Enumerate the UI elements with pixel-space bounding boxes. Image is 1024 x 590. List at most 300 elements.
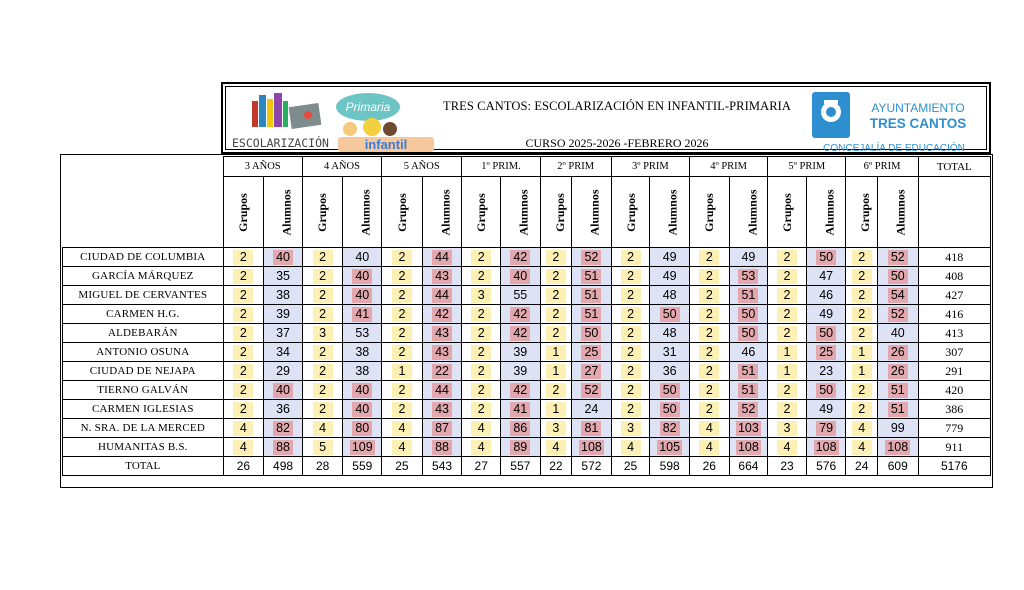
students-value: 52 [888,307,908,322]
students-cell [650,419,690,438]
groups-cell [768,305,807,324]
groups-cell [223,305,264,324]
students-cell [729,305,768,324]
groups-value: 2 [233,364,253,379]
students-value: 86 [510,421,530,436]
students-value: 49 [662,249,677,264]
students-value: 44 [432,288,452,303]
groups-value: 2 [699,326,719,341]
students-cell [343,419,382,438]
students-cell [572,324,612,343]
students-cell [806,381,846,400]
groups-value: 2 [699,345,719,360]
students-cell [806,248,846,267]
groups-cell [768,248,807,267]
groups-value: 2 [233,250,253,265]
students-cell [264,267,303,286]
students-cell [572,419,612,438]
students-value: 49 [819,401,834,416]
groups-column-header [302,177,343,248]
groups-cell [302,305,343,324]
groups-cell [462,343,501,362]
students-cell [650,324,690,343]
students-value: 108 [581,439,602,454]
groups-value: 4 [233,440,253,455]
groups-cell [611,419,650,438]
totals-row [63,457,991,476]
svg-text:Primaria: Primaria [345,100,391,114]
groups-column-header [223,177,264,248]
school-total: 911 [918,438,990,457]
groups-value: 4 [471,440,491,455]
groups-cell [611,381,650,400]
students-cell [877,286,918,305]
students-value: 35 [276,268,290,283]
groups-value: 2 [699,307,719,322]
students-value: 50 [738,326,758,341]
students-value: 40 [890,325,905,340]
students-value: 42 [510,250,530,265]
students-cell [729,362,768,381]
total-groups-cell: 23 [768,457,807,476]
groups-label: Grupos [474,193,489,232]
groups-cell [462,438,501,457]
students-cell [806,400,846,419]
groups-column-header [540,177,572,248]
groups-cell [689,267,729,286]
students-value: 36 [662,363,677,378]
groups-value: 2 [392,269,412,284]
students-value: 25 [816,345,836,360]
students-value: 52 [888,250,908,265]
students-value: 38 [355,344,370,359]
groups-value: 2 [852,250,872,265]
groups-cell [462,381,501,400]
students-value: 47 [819,268,834,283]
groups-cell [846,305,878,324]
students-value: 41 [510,402,530,417]
students-cell [572,248,612,267]
total-students-cell: 576 [806,457,846,476]
students-value: 49 [819,306,834,321]
students-column-header [877,177,918,248]
groups-cell [302,438,343,457]
groups-value: 4 [777,440,797,455]
students-cell [650,400,690,419]
students-value: 52 [581,383,601,398]
groups-cell [302,324,343,343]
groups-cell [462,400,501,419]
students-cell [264,286,303,305]
total-groups-cell: 24 [846,457,878,476]
school-total: 408 [918,267,990,286]
students-value: 39 [513,363,528,378]
students-cell [422,324,462,343]
students-cell [343,324,382,343]
students-cell [650,286,690,305]
groups-value: 2 [699,383,719,398]
students-value: 27 [581,364,601,379]
students-cell [877,248,918,267]
students-value: 50 [888,269,908,284]
groups-cell [768,324,807,343]
students-cell [572,286,612,305]
students-cell [343,438,382,457]
students-cell [343,362,382,381]
groups-value: 3 [546,421,566,436]
students-value: 50 [581,326,601,341]
groups-value: 1 [852,345,872,360]
total-students-cell: 664 [729,457,768,476]
students-value: 88 [432,440,452,455]
students-column-header [264,177,303,248]
students-cell [877,267,918,286]
groups-value: 4 [392,421,412,436]
groups-label: Grupos [701,193,716,232]
students-value: 50 [816,326,836,341]
students-value: 48 [662,287,677,302]
students-cell [501,343,541,362]
total-groups-cell: 26 [689,457,729,476]
students-value: 22 [432,364,452,379]
groups-cell [689,343,729,362]
groups-value: 2 [313,402,333,417]
groups-cell [302,248,343,267]
groups-cell [302,419,343,438]
totals-label: TOTAL [63,457,224,476]
groups-cell [689,248,729,267]
students-value: 50 [660,307,680,322]
students-value: 52 [738,402,758,417]
students-value: 43 [432,402,452,417]
grade-4-anos: 4 AÑOS [302,157,381,177]
page-subtitle: CURSO 2025-2026 -FEBRERO 2026 [525,136,709,150]
students-cell [729,438,768,457]
students-value: 43 [432,326,452,341]
students-value: 41 [352,307,372,322]
students-label: Alumnos [822,189,837,236]
students-column-header [572,177,612,248]
total-groups-cell: 22 [540,457,572,476]
table-row [63,381,991,400]
groups-cell [611,324,650,343]
students-value: 44 [432,250,452,265]
students-cell [264,362,303,381]
groups-cell [846,324,878,343]
students-value: 49 [662,268,677,283]
groups-value: 2 [777,326,797,341]
students-cell [650,267,690,286]
groups-value: 2 [777,307,797,322]
groups-cell [689,400,729,419]
groups-value: 2 [699,288,719,303]
students-cell [650,438,690,457]
students-value: 50 [816,250,836,265]
students-column-header [343,177,382,248]
groups-value: 2 [852,307,872,322]
students-label: Alumnos [745,189,760,236]
ayuntamiento-logo [806,90,982,156]
school-name: TIERNO GALVÁN [63,381,224,400]
table-row [63,286,991,305]
groups-cell [689,438,729,457]
students-value: 80 [352,421,372,436]
total-students-cell: 559 [343,457,382,476]
groups-value: 1 [546,345,566,360]
students-cell [422,305,462,324]
students-value: 87 [432,421,452,436]
groups-value: 3 [777,421,797,436]
groups-column-header [462,177,501,248]
students-label: Alumnos [665,189,680,236]
groups-label: Grupos [780,193,795,232]
groups-cell [382,381,423,400]
groups-value: 2 [621,326,641,341]
table-row [63,267,991,286]
students-value: 40 [352,402,372,417]
students-value: 40 [352,269,372,284]
students-value: 48 [662,325,677,340]
groups-value: 2 [699,269,719,284]
students-column-header [422,177,462,248]
groups-value: 2 [471,307,491,322]
students-value: 99 [890,420,905,435]
groups-value: 2 [621,364,641,379]
groups-label: Grupos [623,193,638,232]
students-cell [501,438,541,457]
school-name: MIGUEL DE CERVANTES [63,286,224,305]
students-value: 50 [660,383,680,398]
students-cell [422,400,462,419]
schools-table [62,156,991,476]
groups-value: 3 [471,288,491,303]
students-cell [422,286,462,305]
groups-cell [302,400,343,419]
grade-2-prim: 2º PRIM [540,157,611,177]
groups-value: 2 [471,326,491,341]
groups-value: 2 [621,383,641,398]
groups-cell [846,381,878,400]
groups-cell [846,362,878,381]
groups-value: 2 [699,364,719,379]
groups-cell [768,267,807,286]
groups-value: 2 [546,307,566,322]
groups-value: 2 [313,383,333,398]
students-cell [650,362,690,381]
students-cell [501,305,541,324]
students-cell [729,286,768,305]
groups-cell [540,305,572,324]
students-cell [729,343,768,362]
groups-cell [540,381,572,400]
groups-value: 1 [852,364,872,379]
school-name: N. SRA. DE LA MERCED [63,419,224,438]
groups-value: 2 [777,250,797,265]
school-total: 291 [918,362,990,381]
groups-column-header [382,177,423,248]
groups-cell [689,305,729,324]
students-value: 38 [355,363,370,378]
students-cell [650,343,690,362]
students-label: Alumnos [358,189,373,236]
groups-cell [382,267,423,286]
groups-cell [462,324,501,343]
students-value: 40 [355,249,370,264]
groups-cell [382,400,423,419]
students-cell [422,362,462,381]
students-cell [650,248,690,267]
students-cell [422,248,462,267]
groups-label: Grupos [858,193,873,232]
table-row [63,248,991,267]
students-value: 82 [660,421,680,436]
students-value: 53 [738,269,758,284]
students-cell [806,267,846,286]
students-label: Alumnos [279,189,294,236]
students-value: 53 [355,325,370,340]
students-cell [729,324,768,343]
svg-text:TRES CANTOS: TRES CANTOS [869,116,967,131]
groups-value: 2 [471,250,491,265]
groups-cell [540,419,572,438]
groups-cell [302,381,343,400]
groups-cell [846,419,878,438]
students-cell [572,267,612,286]
students-cell [572,362,612,381]
students-cell [264,381,303,400]
students-cell [806,419,846,438]
students-value: 51 [738,383,758,398]
students-value: 51 [888,402,908,417]
groups-value: 2 [621,402,641,417]
groups-cell [223,324,264,343]
school-name: CIUDAD DE COLUMBIA [63,248,224,267]
students-value: 51 [581,269,601,284]
students-cell [729,267,768,286]
svg-text:AYUNTAMIENTO: AYUNTAMIENTO [871,101,965,115]
groups-value: 2 [471,402,491,417]
students-value: 42 [510,307,530,322]
students-cell [877,362,918,381]
students-value: 46 [819,287,834,302]
groups-value: 2 [471,345,491,360]
students-value: 25 [581,345,601,360]
table-row [63,362,991,381]
groups-value: 2 [233,288,253,303]
students-cell [729,381,768,400]
students-cell [572,438,612,457]
total-students-cell: 609 [877,457,918,476]
groups-value: 2 [471,364,491,379]
total-students-cell: 572 [572,457,612,476]
groups-cell [689,419,729,438]
groups-value: 4 [546,440,566,455]
header-inner-border [225,86,987,154]
groups-value: 1 [777,345,797,360]
grade-5-prim: 5º PRIM [768,157,846,177]
students-value: 89 [510,440,530,455]
groups-cell [689,381,729,400]
groups-value: 2 [313,288,333,303]
groups-value: 2 [233,307,253,322]
groups-value: 2 [777,269,797,284]
students-value: 109 [351,439,373,454]
students-cell [572,400,612,419]
groups-value: 2 [313,345,333,360]
students-cell [806,343,846,362]
students-cell [806,324,846,343]
groups-value: 2 [233,269,253,284]
groups-cell [846,248,878,267]
students-column-header [501,177,541,248]
table-row [63,305,991,324]
students-cell [501,419,541,438]
grade-3-anos: 3 AÑOS [223,157,302,177]
groups-value: 2 [546,326,566,341]
groups-value: 4 [852,421,872,436]
groups-value: 1 [777,364,797,379]
groups-value: 4 [621,440,641,455]
students-value: 108 [737,439,759,454]
page-title: TRES CANTOS: ESCOLARIZACIÓN EN INFANTIL-PRIMARIA [442,99,792,113]
svg-text:infantil: infantil [364,137,408,152]
svg-text:CONCEJALÍA DE EDUCACIÓN: CONCEJALÍA DE EDUCACIÓN [823,143,965,154]
students-cell [501,324,541,343]
groups-value: 4 [233,421,253,436]
students-label: Alumnos [438,189,453,236]
groups-column-header [611,177,650,248]
students-cell [422,419,462,438]
students-cell [806,438,846,457]
school-total: 386 [918,400,990,419]
groups-value: 2 [852,288,872,303]
students-cell [343,400,382,419]
students-cell [343,381,382,400]
groups-cell [462,419,501,438]
students-label: Alumnos [893,189,908,236]
grade-1-prim: 1º PRIM. [462,157,540,177]
groups-value: 2 [392,326,412,341]
groups-cell [223,343,264,362]
students-value: 40 [352,288,372,303]
total-header: TOTAL [918,157,990,177]
groups-value: 2 [471,269,491,284]
students-value: 42 [432,307,452,322]
table-row [63,438,991,457]
students-value: 55 [513,287,528,302]
students-value: 23 [819,363,834,378]
students-cell [264,324,303,343]
groups-cell [223,419,264,438]
students-cell [877,438,918,457]
groups-cell [382,362,423,381]
groups-cell [768,343,807,362]
students-cell [501,400,541,419]
grade-4-prim: 4º PRIM [689,157,767,177]
students-column-header [729,177,768,248]
students-cell [264,305,303,324]
groups-cell [540,267,572,286]
groups-cell [382,438,423,457]
students-value: 50 [816,383,836,398]
groups-value: 2 [546,269,566,284]
groups-value: 2 [699,250,719,265]
groups-cell [540,324,572,343]
students-value: 51 [888,383,908,398]
students-value: 46 [741,344,756,359]
students-value: 40 [510,269,530,284]
students-cell [729,248,768,267]
